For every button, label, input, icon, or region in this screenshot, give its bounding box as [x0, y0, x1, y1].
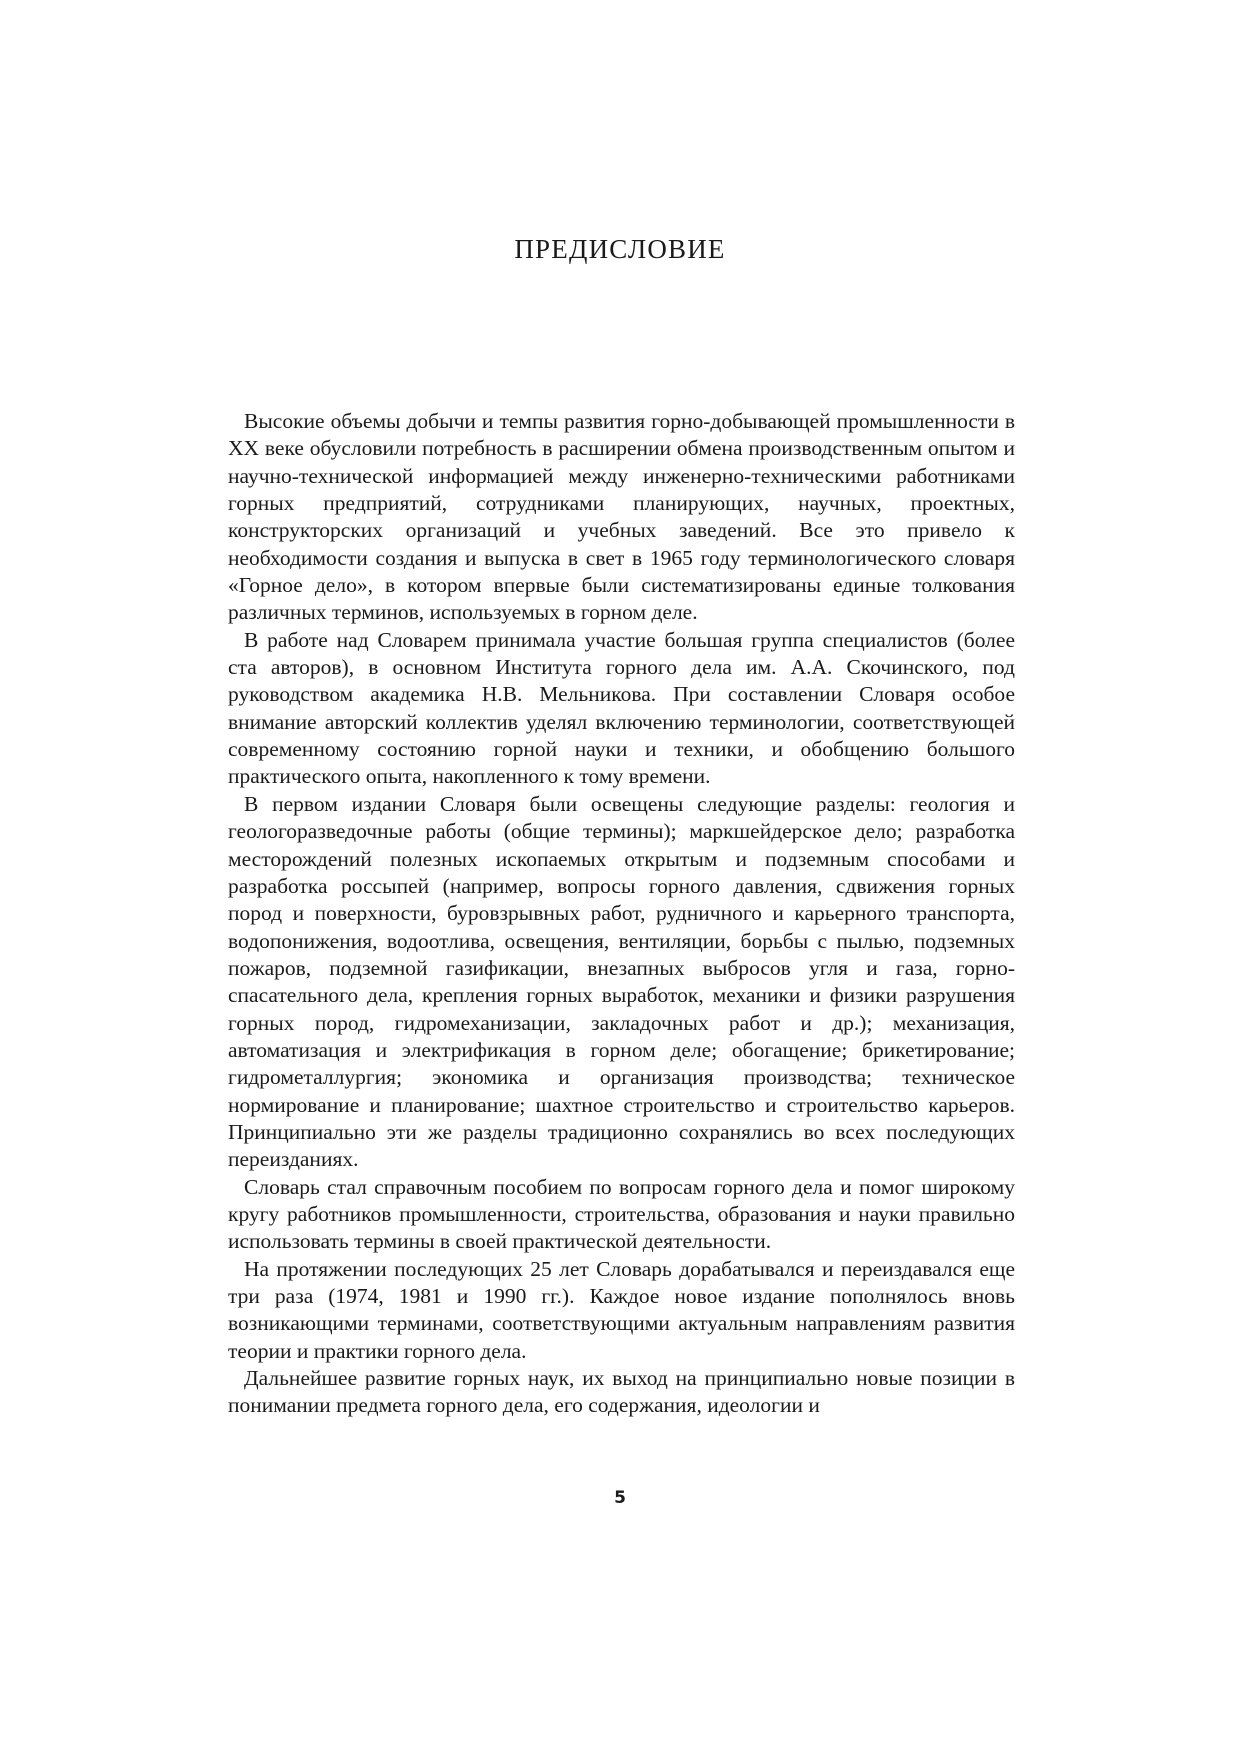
paragraph: Словарь стал справочным пособием по вопросам горного дела и помог широкому кругу работников промышленности, строительства, образования и науки правильно использовать термины в своей практической деятельности.	[228, 1174, 1015, 1254]
page-title: ПРЕДИСЛОВИЕ	[514, 234, 726, 264]
paragraph: Дальнейшее развитие горных наук, их выход на принципиально новые позиции в понимании предмета горного дела, его содержания, идеологии и	[228, 1366, 1015, 1418]
paragraph: Высокие объемы добычи и темпы развития горно-добывающей промышленности в XX веке обусловили потребность в расширении обмена производственным опытом и научно-технической информацией между инженерно-техническими работниками горных предприятий, сотрудниками планирующих, научных, проектных, конструкторских организаций и учебных заведений. Все это привело к необходимости создания и выпуска в свет в 1965 году терминологического словаря «Горное дело», в котором впервые были систематизированы единые толкования различных терминов, используемых в горном деле.	[228, 409, 1015, 625]
paragraph: В первом издании Словаря были освещены следующие разделы: геология и геологоразведочные работы (общие термины); маркшейдерское дело; разработка месторождений полезных ископаемых открытым и подземным способами и разработка россыпей (например, вопросы горного давления, сдвижения горных пород и поверхности, буровзрывных работ, рудничного и карьерного транспорта, водопонижения, водоотлива, освещения, вентиляции, борьбы с пылью, подземных пожаров, подземной газификации, внезапных выбросов угля и газа, горно-спасательного дела, крепления горных выработок, механики и физики разрушения горных пород, гидромеханизации, закладочных работ и др.); механизация, автоматизация и электрификация в горном деле; обогащение; брикетирование; гидрометаллургия; экономика и организация производства; техническое нормирование и планирование; шахтное строительство и строительство карьеров. Принципиально эти же разделы традиционно сохранялись во всех последующих переизданиях.	[228, 791, 1015, 1172]
body-text	[228, 408, 1015, 1420]
paragraph: В работе над Словарем принимала участие большая группа специалистов (более ста авторов), в основном Института горного дела им. А.А. Скочинского, под руководством академика Н.В. Мельникова. При составлении Словаря особое внимание авторский коллектив уделял включению терминологии, соответствующей современному состоянию горной науки и техники, и обобщению большого практического опыта, накопленного к тому времени.	[228, 627, 1015, 789]
page-number: 5	[614, 1488, 626, 1508]
paragraph: На протяжении последующих 25 лет Словарь дорабатывался и переиздавался еще три раза (1974, 1981 и 1990 гг.). Каждое новое издание пополнялось вновь возникающими терминами, соответствующими актуальным направлениям развития теории и практики горного дела.	[228, 1256, 1015, 1363]
